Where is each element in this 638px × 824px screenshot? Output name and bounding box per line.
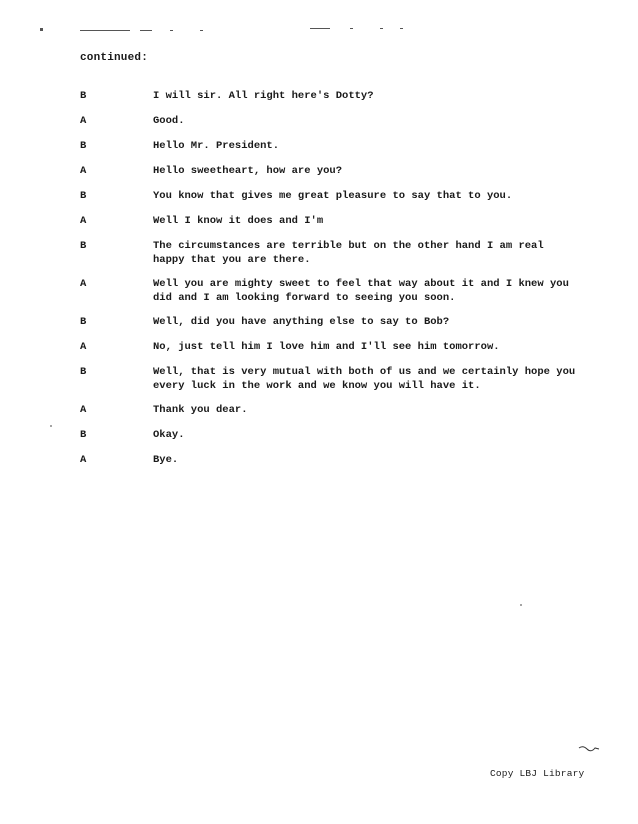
speaker-label: A <box>80 454 87 466</box>
speaker-label: B <box>80 366 87 378</box>
utterance-text: I will sir. All right here's Dotty? <box>153 90 374 102</box>
utterance-text: You know that gives me great pleasure to say that to you. <box>153 190 513 202</box>
handwritten-mark <box>577 744 601 752</box>
top-scan-marks <box>40 24 420 34</box>
transcript-line <box>80 341 580 355</box>
speaker-label: A <box>80 404 87 416</box>
speaker-label: B <box>80 190 87 202</box>
utterance-text: Well, did you have anything else to say to Bob? <box>153 316 450 328</box>
speaker-label: B <box>80 429 87 441</box>
transcript-line <box>80 215 580 229</box>
speaker-label: A <box>80 215 87 227</box>
utterance-text: No, just tell him I love him and I'll see him tomorrow. <box>153 341 500 353</box>
transcript-line <box>80 454 580 468</box>
utterance-text: Thank you dear. <box>153 404 248 416</box>
utterance-text: Hello sweetheart, how are you? <box>153 165 343 177</box>
utterance-text: Good. <box>153 115 185 127</box>
utterance-text: Well, that is very mutual with both of us and we certainly hope you every luck in the work and we know you will have it. <box>153 366 576 392</box>
library-footer: Copy LBJ Library <box>490 768 585 779</box>
scan-speck <box>520 604 522 606</box>
transcript-line <box>80 316 580 330</box>
utterance-text: Well you are mighty sweet to feel that way about it and I knew you did and I am looking forward to seeing you soon. <box>153 278 569 304</box>
speaker-label: B <box>80 316 87 328</box>
transcript-line <box>80 429 580 443</box>
speaker-label: A <box>80 115 87 127</box>
transcript-line <box>80 278 580 305</box>
utterance-text: Well I know it does and I'm <box>153 215 324 227</box>
speaker-label: B <box>80 90 87 102</box>
speaker-label: B <box>80 240 87 252</box>
speaker-label: A <box>80 278 87 290</box>
transcript-line <box>80 240 580 267</box>
transcript <box>80 90 580 479</box>
utterance-text: Okay. <box>153 429 185 441</box>
transcript-line <box>80 90 580 104</box>
utterance-text: Hello Mr. President. <box>153 140 280 152</box>
transcript-line <box>80 115 580 129</box>
speaker-label: A <box>80 165 87 177</box>
transcript-line <box>80 190 580 204</box>
speaker-label: A <box>80 341 87 353</box>
scan-speck <box>50 425 52 427</box>
transcript-line <box>80 140 580 154</box>
speaker-label: B <box>80 140 87 152</box>
transcript-line <box>80 404 580 418</box>
continued-heading: continued: <box>80 52 149 64</box>
utterance-text: The circumstances are terrible but on the other hand I am real happy that you are there. <box>153 240 544 266</box>
transcript-line <box>80 165 580 179</box>
utterance-text: Bye. <box>153 454 179 466</box>
transcript-line <box>80 366 580 393</box>
